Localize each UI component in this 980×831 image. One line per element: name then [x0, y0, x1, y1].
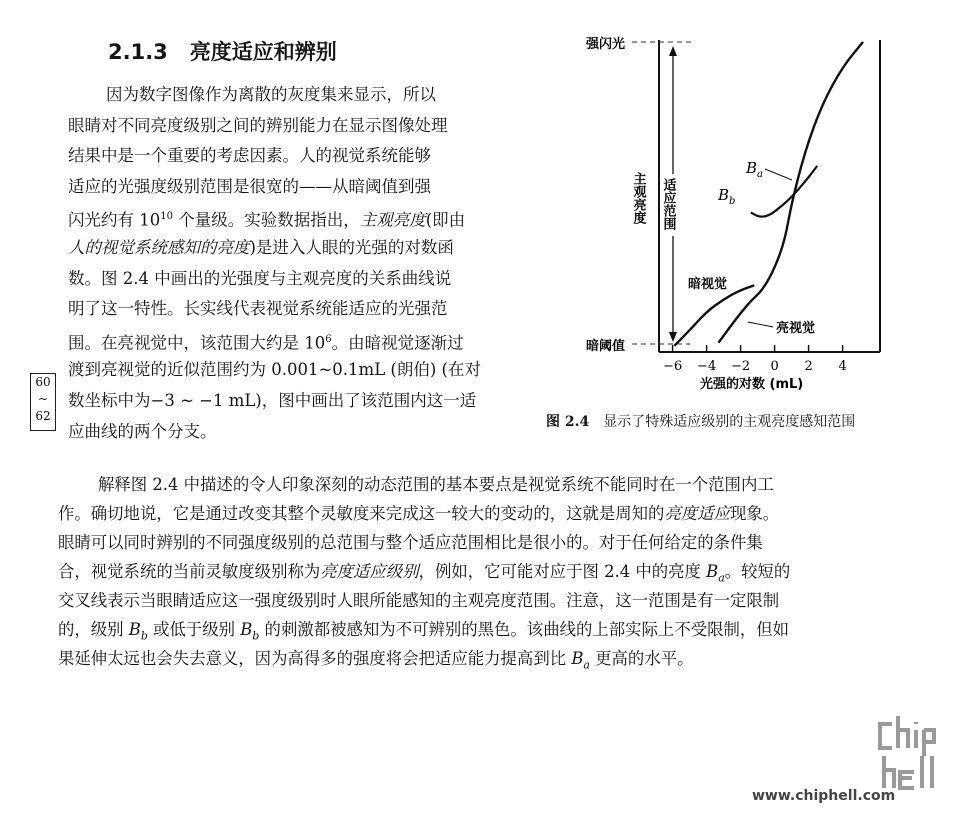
range-arrow-down: [669, 332, 677, 342]
photopic-leader-line: [748, 322, 773, 327]
text-run: 。由暗视觉逐渐过: [331, 333, 464, 353]
figure-caption: [546, 411, 855, 431]
text-line: 眼睛可以同时辨别的不同强度级别的总范围与整个适应范围相比是很小的。对于任何给定的条件集: [58, 533, 763, 552]
text-line: [68, 202, 528, 233]
figure-chart: [560, 22, 900, 402]
text-run: 闪光约有 10: [68, 210, 161, 230]
caption-text: 显示了特殊适应级别的主观亮度感知范围: [603, 414, 856, 430]
text-run: 果延伸太远也会失去意义，因为高得多的强度将会把适应能力提高到比: [58, 649, 572, 668]
text-run: 围。在亮视觉中，该范围大约是 10: [68, 333, 326, 353]
text-line: [58, 615, 938, 644]
text-run: )是进入人眼的光强的对数函: [249, 237, 454, 257]
section-title: 亮度适应和辨别: [189, 40, 337, 64]
photopic-curve: [719, 42, 864, 343]
text-line: [58, 499, 938, 528]
range-label: 适应范围: [660, 178, 676, 230]
margin-page-reference: [30, 373, 56, 431]
text-line: [58, 644, 938, 673]
bb-label: $B_b$: [718, 186, 736, 207]
text-run: 的刺激都被感知为不可辨别的黑色。该曲线的上部实际上不受限制，但如: [259, 620, 790, 639]
text-line: 结果中是一个重要的考虑因素。人的视觉系统能够: [68, 146, 431, 166]
text-run: 更高的水平。: [589, 649, 694, 668]
text-run: 现象。: [730, 504, 780, 523]
emphasis-term: 亮度适应级别: [320, 562, 419, 581]
ba-label: $B_a$: [746, 159, 763, 180]
x-tick-label: −6: [663, 359, 683, 374]
scotopic-curve: [674, 285, 754, 345]
text-run: ，例如，它可能对应于图 2.4 中的亮度: [418, 562, 707, 581]
text-run: 的，级别: [58, 620, 129, 639]
scotopic-label: 暗视觉: [688, 277, 728, 292]
text-run: 或低于级别: [147, 620, 241, 639]
photopic-label: 亮视觉: [776, 321, 816, 336]
caption-number: 图 2.4: [546, 414, 590, 430]
bottom-marker-label: 暗阈值: [586, 339, 626, 354]
subscript: b: [140, 629, 148, 643]
chiphell-logo-icon: [880, 716, 934, 788]
margin-page-tilde: ~: [37, 392, 49, 406]
text-line: 数坐标中为−3 ~ −1 mL)，图中画出了该范围内这一适: [68, 390, 477, 410]
watermark-logo: [876, 712, 962, 792]
text-line: [58, 557, 938, 586]
section-heading: [108, 36, 337, 66]
emphasis-term: 亮度适应: [664, 504, 731, 523]
text-run: (即由: [425, 210, 466, 230]
text-line: 因为数字图像作为离散的灰度集来显示，所以: [106, 85, 436, 104]
text-run: 作。确切地说，它是通过改变其整个灵敏度来完成这一较大的变动的，这就是周知的: [58, 504, 665, 523]
subscript: a: [718, 571, 725, 585]
text-line: [68, 233, 528, 264]
emphasis-term: 主观亮度: [359, 210, 426, 230]
emphasis-term: 人的视觉系统感知的亮度: [68, 237, 250, 257]
text-line: 适应的光强度级别范围是很宽的——从暗阈值到强: [68, 176, 431, 196]
x-tick-label: −4: [697, 359, 717, 374]
top-marker-label: 强闪光: [586, 37, 626, 52]
subscript: a: [583, 658, 590, 672]
curves-group: [674, 42, 863, 346]
subscript: b: [252, 629, 260, 643]
text-line: [68, 325, 528, 356]
y-axis-label: 主观亮度: [630, 172, 646, 224]
text-run: 个量级。实验数据指出，: [172, 210, 360, 230]
x-ticks-group: [663, 345, 847, 374]
text-run: 合，视觉系统的当前灵敏度级别称为: [58, 562, 321, 581]
bottom-paragraph: [58, 470, 938, 673]
text-line: 交叉线表示当眼睛适应这一强度级别时人眼所能感知的主观亮度范围。注意，这一范围是有一定限制: [58, 591, 780, 610]
text-line: 渡到亮视觉的近似范围约为 0.001~0.1mL (朗伯) (在对: [68, 360, 481, 380]
text-run: 。较短的: [724, 562, 791, 581]
x-tick-label: 4: [838, 359, 847, 374]
section-number: 2.1.3: [108, 40, 168, 64]
text-line: 眼睛对不同亮度级别之间的辨别能力在显示图像处理: [68, 115, 448, 135]
range-arrow-up: [669, 46, 677, 56]
math-variable: B: [706, 562, 719, 581]
x-tick-label: −2: [731, 359, 751, 374]
left-paragraph: [68, 80, 528, 447]
text-line: 解释图 2.4 中描述的令人印象深刻的动态范围的基本要点是视觉系统不能同时在一个范围内工: [98, 475, 774, 494]
watermark-url: www.chiphell.com: [752, 788, 896, 804]
ba-leader-line: [765, 169, 792, 180]
math-variable: B: [571, 649, 584, 668]
x-axis-label: 光强的对数 (mL): [700, 377, 804, 392]
text-line: 明了这一特性。长实线代表视觉系统能适应的光强范: [68, 299, 448, 319]
math-variable: B: [240, 620, 253, 639]
x-tick-label: 2: [804, 359, 813, 374]
margin-page-start: 60: [35, 375, 51, 389]
margin-page-end: 62: [35, 409, 51, 423]
superscript: 6: [325, 333, 332, 345]
x-tick-label: 0: [770, 359, 779, 374]
superscript: 10: [160, 211, 173, 223]
text-line: 数。图 2.4 中画出的光强度与主观亮度的关系曲线说: [68, 268, 452, 288]
math-variable: B: [128, 620, 141, 639]
text-line: 应曲线的两个分支。: [68, 421, 217, 441]
